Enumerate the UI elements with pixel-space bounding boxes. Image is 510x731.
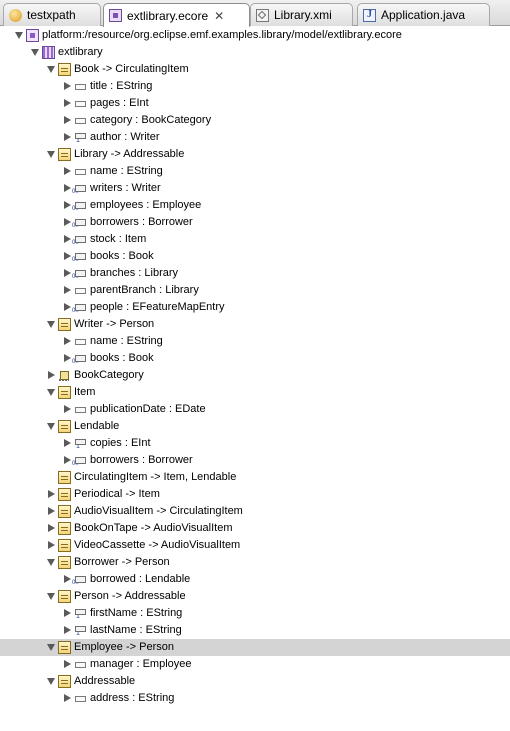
tab-label: extlibrary.ecore xyxy=(127,8,209,23)
tree-item[interactable] xyxy=(0,197,510,214)
collapsed-twisty-icon[interactable] xyxy=(64,99,71,107)
attribute-icon xyxy=(74,165,87,178)
tree-item-label: Addressable xyxy=(74,675,136,687)
xpath-icon xyxy=(9,9,22,22)
collapsed-twisty-icon[interactable] xyxy=(64,694,71,702)
tree-item[interactable] xyxy=(0,78,510,95)
collapsed-twisty-icon[interactable] xyxy=(64,116,71,124)
tree-item-label: Periodical -> Item xyxy=(74,488,160,500)
collapsed-twisty-icon[interactable] xyxy=(64,201,71,209)
tab-extlibrary-ecore[interactable] xyxy=(103,3,250,27)
collapsed-twisty-icon[interactable] xyxy=(64,303,71,311)
tree-item[interactable] xyxy=(0,299,510,316)
tree-item-label: Borrower -> Person xyxy=(74,556,170,568)
tab-label: Library.xmi xyxy=(274,8,332,22)
tree-item-label: parentBranch : Library xyxy=(90,284,199,296)
tree-item-label: Lendable xyxy=(74,420,120,432)
tree-item[interactable] xyxy=(0,418,510,435)
tree-item-label: firstName : EString xyxy=(90,607,183,619)
tree-item[interactable] xyxy=(0,622,510,639)
class-icon xyxy=(58,148,71,161)
collapsed-twisty-icon[interactable] xyxy=(64,269,71,277)
tree-item-label: Employee -> Person xyxy=(74,641,174,653)
collapsed-twisty-icon[interactable] xyxy=(64,337,71,345)
collapsed-twisty-icon[interactable] xyxy=(64,439,71,447)
tree-item[interactable] xyxy=(0,316,510,333)
tree-item-label: pages : EInt xyxy=(90,97,149,109)
class-icon xyxy=(58,590,71,603)
reference-many-icon xyxy=(74,267,87,280)
expanded-twisty-icon[interactable] xyxy=(47,678,55,685)
attribute-icon xyxy=(74,114,87,127)
expanded-twisty-icon[interactable] xyxy=(47,559,55,566)
tree-item[interactable] xyxy=(0,27,510,44)
reference-many-icon xyxy=(74,301,87,314)
tree-item[interactable] xyxy=(0,639,510,656)
tab-library-xmi[interactable] xyxy=(250,3,353,26)
tree-item-label: CirculatingItem -> Item, Lendable xyxy=(74,471,237,483)
attribute-icon xyxy=(74,97,87,110)
tree-item-label: books : Book xyxy=(90,352,154,364)
class-icon xyxy=(58,641,71,654)
tree-item-label: borrowers : Borrower xyxy=(90,216,193,228)
tree-item-label: Item xyxy=(74,386,96,398)
collapsed-twisty-icon[interactable] xyxy=(64,660,71,668)
collapsed-twisty-icon[interactable] xyxy=(64,626,71,634)
class-icon xyxy=(58,556,71,569)
tree-item-label: publicationDate : EDate xyxy=(90,403,206,415)
close-tab-icon[interactable]: ✕ xyxy=(214,8,225,23)
collapsed-twisty-icon[interactable] xyxy=(64,167,71,175)
reference-many-icon xyxy=(74,573,87,586)
collapsed-twisty-icon[interactable] xyxy=(64,82,71,90)
tab-label: testxpath xyxy=(27,8,76,22)
tab-label: Application.java xyxy=(381,8,466,22)
class-icon xyxy=(58,386,71,399)
tree-item[interactable] xyxy=(0,503,510,520)
tree-item-label: address : EString xyxy=(90,692,175,704)
collapsed-twisty-icon[interactable] xyxy=(64,575,71,583)
editor-tab-bar xyxy=(0,0,510,26)
reference-many-icon xyxy=(74,233,87,246)
expanded-twisty-icon[interactable] xyxy=(47,644,55,651)
collapsed-twisty-icon[interactable] xyxy=(48,490,55,498)
tree-item-label: people : EFeatureMapEntry xyxy=(90,301,225,313)
tree-item-label: category : BookCategory xyxy=(90,114,212,126)
expanded-twisty-icon[interactable] xyxy=(47,321,55,328)
reference-many-icon xyxy=(74,352,87,365)
tree-item[interactable] xyxy=(0,571,510,588)
ecore-tree-view[interactable] xyxy=(0,26,510,731)
tree-item-label: manager : Employee xyxy=(90,658,192,670)
tree-item-label: title : EString xyxy=(90,80,153,92)
reference-single-icon xyxy=(74,624,87,637)
collapsed-twisty-icon[interactable] xyxy=(48,541,55,549)
tree-item-label: borrowers : Borrower xyxy=(90,454,193,466)
reference-many-icon xyxy=(74,182,87,195)
tree-item[interactable] xyxy=(0,673,510,690)
tree-item-label: stock : Item xyxy=(90,233,147,245)
class-icon xyxy=(58,420,71,433)
ecore-resource-icon xyxy=(26,29,39,42)
tree-item[interactable] xyxy=(0,452,510,469)
collapsed-twisty-icon[interactable] xyxy=(64,286,71,294)
tree-item-label: BookOnTape -> AudioVisualItem xyxy=(74,522,233,534)
collapsed-twisty-icon[interactable] xyxy=(64,456,71,464)
tree-item-label: writers : Writer xyxy=(90,182,161,194)
tree-item-label: copies : EInt xyxy=(90,437,151,449)
tree-item[interactable] xyxy=(0,401,510,418)
tree-item-label: branches : Library xyxy=(90,267,179,279)
class-icon xyxy=(58,318,71,331)
tree-item-label: platform:/resource/org.eclipse.emf.examples.library/model/extlibrary.ecore xyxy=(42,29,402,41)
tree-item[interactable] xyxy=(0,384,510,401)
tree-item[interactable] xyxy=(0,129,510,146)
collapsed-twisty-icon[interactable] xyxy=(64,405,71,413)
xmi-file-icon xyxy=(256,9,269,22)
class-icon xyxy=(58,539,71,552)
expanded-twisty-icon[interactable] xyxy=(47,66,55,73)
reference-single-icon xyxy=(74,437,87,450)
class-icon xyxy=(58,675,71,688)
tree-item[interactable] xyxy=(0,520,510,537)
java-file-icon xyxy=(363,9,376,22)
ecore-file-icon xyxy=(109,9,122,22)
collapsed-twisty-icon[interactable] xyxy=(64,235,71,243)
reference-icon xyxy=(74,284,87,297)
collapsed-twisty-icon[interactable] xyxy=(64,354,71,362)
tree-item[interactable] xyxy=(0,435,510,452)
attribute-icon xyxy=(74,80,87,93)
tree-item-label: books : Book xyxy=(90,250,154,262)
tree-item[interactable] xyxy=(0,146,510,163)
tree-item[interactable] xyxy=(0,554,510,571)
class-icon xyxy=(58,63,71,76)
tree-item-label: lastName : EString xyxy=(90,624,182,636)
collapsed-twisty-icon[interactable] xyxy=(48,524,55,532)
reference-many-icon xyxy=(74,250,87,263)
collapsed-twisty-icon[interactable] xyxy=(64,184,71,192)
tree-item[interactable] xyxy=(0,282,510,299)
tree-item[interactable] xyxy=(0,605,510,622)
tree-item[interactable] xyxy=(0,180,510,197)
reference-single-icon xyxy=(74,131,87,144)
tree-item-label: Library -> Addressable xyxy=(74,148,185,160)
tree-item[interactable] xyxy=(0,61,510,78)
class-icon xyxy=(58,505,71,518)
tree-item[interactable] xyxy=(0,248,510,265)
tree-item[interactable] xyxy=(0,231,510,248)
tree-item-label: name : EString xyxy=(90,335,163,347)
reference-many-icon xyxy=(74,199,87,212)
tree-item[interactable] xyxy=(0,537,510,554)
attribute-icon xyxy=(74,335,87,348)
class-icon xyxy=(58,488,71,501)
package-icon xyxy=(42,46,55,59)
tree-item-label: name : EString xyxy=(90,165,163,177)
tree-item-label: Writer -> Person xyxy=(74,318,155,330)
collapsed-twisty-icon[interactable] xyxy=(64,133,71,141)
collapsed-twisty-icon[interactable] xyxy=(48,507,55,515)
tree-item[interactable] xyxy=(0,214,510,231)
tree-item-label: AudioVisualItem -> CirculatingItem xyxy=(74,505,243,517)
tree-item-label: employees : Employee xyxy=(90,199,202,211)
tree-item[interactable] xyxy=(0,112,510,129)
reference-many-icon xyxy=(74,454,87,467)
tab-application-java[interactable] xyxy=(357,3,490,26)
tree-item-label: author : Writer xyxy=(90,131,160,143)
attribute-icon xyxy=(74,403,87,416)
reference-single-icon xyxy=(74,607,87,620)
attribute-icon xyxy=(74,692,87,705)
tree-item-label: Book -> CirculatingItem xyxy=(74,63,189,75)
tree-item[interactable] xyxy=(0,163,510,180)
expanded-twisty-icon[interactable] xyxy=(47,423,55,430)
collapsed-twisty-icon[interactable] xyxy=(48,371,55,379)
expanded-twisty-icon[interactable] xyxy=(47,389,55,396)
expanded-twisty-icon[interactable] xyxy=(31,49,39,56)
tree-item[interactable] xyxy=(0,350,510,367)
tree-item[interactable] xyxy=(0,469,510,486)
tab-testxpath[interactable] xyxy=(3,3,101,26)
tree-item[interactable] xyxy=(0,588,510,605)
collapsed-twisty-icon[interactable] xyxy=(64,609,71,617)
reference-many-icon xyxy=(74,216,87,229)
expanded-twisty-icon[interactable] xyxy=(47,151,55,158)
tree-item[interactable] xyxy=(0,44,510,61)
tree-item[interactable] xyxy=(0,690,510,707)
tree-item-label: BookCategory xyxy=(74,369,144,381)
tree-item[interactable] xyxy=(0,486,510,503)
collapsed-twisty-icon[interactable] xyxy=(64,252,71,260)
tree-item-label: VideoCassette -> AudioVisualItem xyxy=(74,539,241,551)
tree-item[interactable] xyxy=(0,265,510,282)
tree-item[interactable] xyxy=(0,367,510,384)
enum-icon xyxy=(58,369,71,382)
class-icon xyxy=(58,471,71,484)
reference-icon xyxy=(74,658,87,671)
tree-item[interactable] xyxy=(0,95,510,112)
tree-item-label: borrowed : Lendable xyxy=(90,573,191,585)
collapsed-twisty-icon[interactable] xyxy=(64,218,71,226)
tree-item[interactable] xyxy=(0,333,510,350)
expanded-twisty-icon[interactable] xyxy=(15,32,23,39)
expanded-twisty-icon[interactable] xyxy=(47,593,55,600)
class-icon xyxy=(58,522,71,535)
tree-item[interactable] xyxy=(0,656,510,673)
tree-item-label: Person -> Addressable xyxy=(74,590,186,602)
tree-item-label: extlibrary xyxy=(58,46,103,58)
